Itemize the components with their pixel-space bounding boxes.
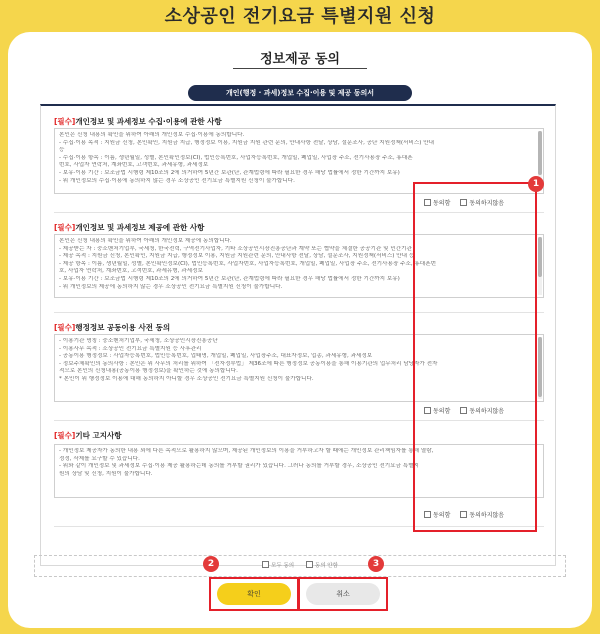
scrollbar[interactable] [538, 337, 542, 399]
scrollbar-thumb[interactable] [538, 237, 542, 277]
terms-line: - 제공 항목 : 이름, 생년월일, 성별, 본인확인정보(CI), 법인등록번호, 사업자번호, 사업자등록번호, 개업일, 폐업일, 사업장 주소, 전기사용장 주소, 휴대폰번 [59, 260, 437, 267]
agree-all-option[interactable] [262, 556, 294, 576]
terms-line: - 위와 같이 개인정보 및 과세정보 수집·이용 제공 활용하는데 동의를 거부할 권리가 있습니다. 그러나 동의를 거부할 경우, 소상공인 전기요금 특별지 [59, 463, 419, 470]
terms-line: * 본인이 위 행정정보 이용에 대해 동의하지 아니할 경우 소상공인 전기요금 특별지원 신청이 불가합니다. [59, 375, 314, 382]
terms-line: - 수집·이용 항목 : 이름, 생년월일, 성별, 본인확인정보(CI), 법인등록번호, 사업자등록번호, 개업일, 폐업일, 사업장 주소, 전기사용장 주소, 휴대폰 [59, 154, 413, 161]
terms-line: - 위 개인정보의 수집·이용에 동의하지 않는 경우 소상공인 전기요금 특별지원 신청이 불가합니다. [59, 177, 295, 184]
consent-banner: 개인(행정 · 과세)정보 수집·이용 및 제공 동의서 [188, 85, 412, 101]
required-tag: [필수] [54, 223, 76, 232]
terms-line: 호, 사업자 연락처, 계좌번호, 고객번호, 과세유형, 과세정보 [59, 268, 203, 275]
terms-line: - 이용기관 명칭 : 중소벤처기업부, 국세청, 소상공인시장진흥공단 [59, 338, 218, 344]
disagree-all-checkbox[interactable] [306, 561, 313, 568]
confirm-button[interactable]: 확인 [217, 583, 291, 605]
terms-line: 적으로 본인의 신청내용(공동이용 행정정보)을 확인하는 것에 동의합니다. [59, 368, 238, 375]
terms-line: 정정, 삭제를 요구할 수 있습니다. [59, 455, 140, 462]
required-tag: [필수] [54, 431, 76, 440]
page-title: 소상공인 전기요금 특별지원 신청 [164, 6, 436, 27]
section-title-text: 행정정보 공동이용 사전 동의 [75, 323, 171, 332]
panel-title-underline [233, 68, 367, 69]
disagree-label: 동의하지않음 [469, 408, 505, 415]
disagree-label: 동의하지않음 [469, 512, 505, 519]
terms-line: - 위 개인정보의 제공에 동의하지 않는 경우 소상공인 전기요금 특별지원 신청이 불가합니다. [59, 283, 283, 290]
step-badge-1: 1 [528, 176, 544, 192]
disagree-all-label: 동의 안함 [314, 563, 338, 569]
section-title-text: 개인정보 및 과세정보 수집·이용에 관한 사항 [75, 117, 222, 126]
terms-line: - 이용사무 목적 : 소상공인 전기요금 특별지원 등 사후관리 [59, 345, 202, 352]
section-title-2 [54, 222, 204, 233]
scrollbar-thumb[interactable] [538, 131, 542, 175]
terms-line: 본인은 신청 내용의 확인을 위하여 아래의 개인정보 수집·이용에 동의합니다. [59, 132, 245, 138]
section-title-1 [54, 116, 222, 127]
terms-line: - 정보주체확인의 동의사항 : 본인은 위 사무의 처리를 위하여 「전자정부법」 제36조에 따른 행정정보 공동이용을 통해 이용기관의 업무처리 담당자가 전자 [59, 360, 438, 367]
terms-line: - 보유·이용 기간 : 보조금법 시행령 제10조의 2에 의거하여 5년간 보관(단, 관계법령에 따라 필요한 경우 해당 법률에서 정한 기간까지 보유) [59, 169, 400, 176]
terms-line: - 수집·이용 목적 : 지원금 신청, 본인확인, 지원금 지급, 행정정보 이용, 지원금 지원 관련 문의, 안내사항 전달, 상담, 설문조사, 공단 지원정책(서비스) 안내 [59, 139, 435, 146]
panel-title: 정보제공 동의 [260, 52, 340, 67]
agree-all-label: 모두 동의 [271, 563, 295, 569]
terms-line: - 보유·이용 기간 : 보조금법 시행령 제10조의 2에 의거하여 5년간 보관(단, 관계법령에 따라 필요한 경우 해당 법률에서 정한 기간까지 보유) [59, 275, 400, 282]
section-title-text: 개인정보 및 과세정보 제공에 관한 사항 [75, 223, 205, 232]
disagree-label: 동의하지않음 [469, 200, 505, 207]
agree-label: 동의함 [433, 512, 451, 519]
step-badge-3: 3 [368, 556, 384, 572]
agree-label: 동의함 [433, 200, 451, 207]
select-all-row [34, 555, 566, 577]
terms-line: 원의 상담 및 신청, 지원이 불가합니다. [59, 470, 153, 477]
section-title-4 [54, 430, 121, 441]
scrollbar-thumb[interactable] [538, 337, 542, 397]
agree-all-checkbox[interactable] [262, 561, 269, 568]
required-tag: [필수] [54, 323, 76, 332]
cancel-button[interactable]: 취소 [306, 583, 380, 605]
disagree-all-option[interactable] [306, 556, 338, 576]
consent-card [8, 32, 592, 628]
section-title-3 [54, 322, 170, 333]
terms-line: - 제공 목적 : 지원금 신청, 본인확인, 지원금 지급, 행정정보 이용, 지원금 지원관련 문의, 안내사항 전달, 상담, 설문조사, 지원정책(서비스) 안내 등 [59, 253, 415, 260]
step-badge-2: 2 [203, 556, 219, 572]
terms-line: 번호, 사업자 연락처, 계좌번호, 고객번호, 과세유형, 과세정보 [59, 162, 209, 169]
section-title-text: 기타 고지사항 [75, 431, 122, 440]
required-tag: [필수] [54, 117, 76, 126]
terms-line: - 공동이용 행정정보 : 사업자등록번호, 법인등록번호, 업태명, 개업일, 폐업일, 사업장주소, 대표자정보, 업종, 과세유형, 과세정보 [59, 353, 373, 360]
terms-line: 본인은 신청 내용의 확인을 위하여 아래의 개인정보 제공에 동의합니다. [59, 238, 232, 244]
scrollbar[interactable] [538, 237, 542, 295]
terms-line: - 개인정보 제공자가 동의한 내용 외에 다른 목적으로 활용하지 않으며, 제공된 개인정보의 이용을 거부하고자 할 때에는 개인정보 관리책임자를 통해 열람, [59, 448, 434, 454]
checkbox-highlight-box [413, 182, 537, 532]
terms-line: - 제공받는 자 : 중소벤처기업부, 국세청, 한국전력, 구역전기사업자, 기타 소상공인시장진흥공단과 계약 또는 협약을 체결한 공공기관 및 민간기관 [59, 245, 412, 252]
terms-line: 등 [59, 147, 65, 154]
agree-label: 동의함 [433, 408, 451, 415]
